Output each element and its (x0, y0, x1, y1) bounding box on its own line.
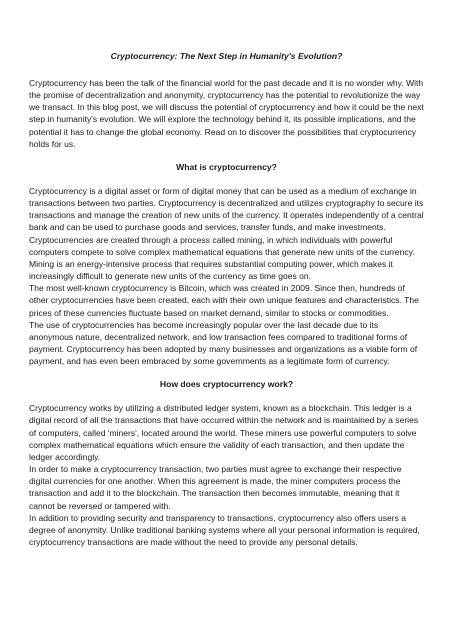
paragraph: Cryptocurrencies are created through a process called mining, in which individuals with powerful computers compete to solve complex mathematical equations that generate new units of the currency. Mining is an energy-intensive process that requires substantial computing power, which makes it increasingly difficult to generate new units of the currency as time goes on. (29, 234, 415, 282)
document-page (29, 50, 424, 548)
paragraph: Cryptocurrency works by utilizing a distributed ledger system, known as a blockchain. This ledger is a digital record of all the transactions that have occurred within the network and is maintained by a series of computers, called 'miners', located around the world. These miners use powerful computers to solve complex mathematical equations which ensure the validity of each transaction, and then update the ledger accordingly. (29, 403, 419, 462)
section-heading-what-is: What is cryptocurrency? (176, 161, 277, 172)
paragraph: Cryptocurrency is a digital asset or form of digital money that can be used as a medium of exchange in transactions between two parties. Cryptocurrency is decentralized and utilizes cryptography to secure its transactions and manage the creation of new units of the currency. It operates independently of a central bank and can be used to purchase goods and services, transfer funds, and make investments. (29, 185, 424, 233)
paragraph: The most well-known cryptocurrency is Bitcoin, which was created in 2009. Since then, hundreds of other cryptocurrencies have been created, each with their own unique features and characteristics. The prices of these currencies fluctuate based on market demand, similar to stocks or commodities. (29, 283, 419, 318)
document-title: Cryptocurrency: The Next Step in Humanity's Evolution? (110, 51, 343, 61)
paragraph: In addition to providing security and transparency to transactions, cryptocurrency also offers users a degree of anonymity. Unlike traditional banking systems where all your personal information is required, cryptocurrency transactions are made without the need to provide any personal details. (29, 512, 420, 547)
paragraph: In order to make a cryptocurrency transaction, two parties must agree to exchange their respective digital currencies for one another. When this agreement is made, the miner computers process the transaction and add it to the blockchain. The transaction then becomes immutable, meaning that it cannot be reversed or tampered with. (29, 464, 402, 511)
section-heading-how-works: How does cryptocurrency work? (159, 379, 294, 390)
paragraph: The use of cryptocurrencies has become increasingly popular over the last decade due to its anonymous nature, decentralized network, and low transaction fees compared to traditional forms of payment. Cryptocurrency has been adopted by many businesses and organizations as a viable form of payment, and has even been embraced by some governments as a legitimate form of currency. (29, 319, 418, 367)
intro-paragraph: Cryptocurrency has been the talk of the financial world for the past decade and it is no wonder why. With the promise of decentralization and anonymity, cryptocurrency has the potential to revolutionize the way we transact. In this blog post, we will discuss the potential of cryptocurrency and how it could be the next step in humanity's evolution. We will explore the technology behind it, its possible implications, and the potential it has to change the global economy. Read on to discover the possibilities that cryptocurrency holds for us. (29, 78, 424, 149)
